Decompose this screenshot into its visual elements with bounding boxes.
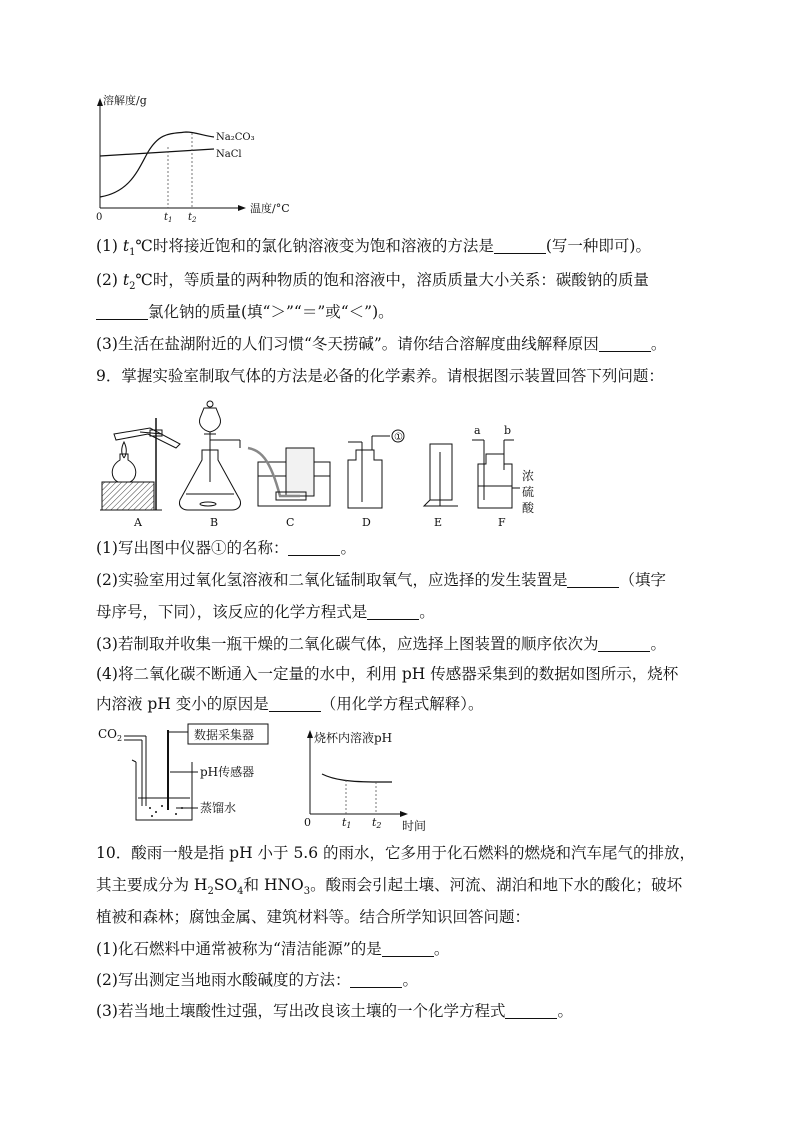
apparatus-f bbox=[472, 440, 520, 508]
port-b-label: b bbox=[504, 424, 512, 437]
q9-part4-cont: 内溶液 pH 变小的原因是 （用化学方程式解释）。 bbox=[96, 695, 484, 713]
t2-tick: $t_2$ bbox=[188, 212, 197, 224]
q10-line1: 10．酸雨一般是指 pH 小于 5.6 的雨水，它多用于化石燃料的燃烧和汽车尾气的排放， bbox=[96, 844, 696, 862]
lab-apparatus-figure bbox=[100, 396, 560, 530]
answer-blank[interactable] bbox=[599, 336, 651, 352]
apparatus-a bbox=[100, 418, 180, 510]
series-label-nacl: NaCl bbox=[216, 149, 242, 160]
y-axis-label: 烧杯内溶液pH bbox=[314, 731, 393, 745]
answer-blank[interactable] bbox=[96, 304, 148, 320]
q10-part2: (2)写出测定当地雨水酸碱度的方法： 。 bbox=[96, 971, 418, 989]
q10-line2: 其主要成分为 $H_2SO_4$和 $HNO_3$。酸雨会引起土壤、河流、湖泊和地下水的酸化；破坏 bbox=[96, 876, 683, 898]
apparatus-b bbox=[179, 401, 240, 510]
q8-part2: (2) $t_2℃$时，等质量的两种物质的饱和溶液中，溶质质量大小关系：碳酸钠的质量 bbox=[96, 271, 649, 293]
answer-blank[interactable] bbox=[288, 540, 340, 556]
origin-label: 0 bbox=[304, 816, 311, 829]
t1-tick: $t_1$ bbox=[164, 212, 173, 224]
q9-part1: (1)写出图中仪器①的名称： 。 bbox=[96, 539, 356, 557]
answer-blank[interactable] bbox=[350, 972, 402, 988]
q9-part2: (2)实验室用过氧化氢溶液和二氧化锰制取氧气，应选择的发生装置是 （填字 bbox=[96, 571, 666, 589]
ph-time-chart bbox=[298, 722, 448, 832]
acid-label-2: 硫 bbox=[522, 485, 535, 499]
acid-label-1: 浓 bbox=[522, 469, 535, 483]
distilled-water-label: 蒸馏水 bbox=[200, 801, 237, 815]
origin-label: 0 bbox=[96, 212, 103, 223]
q9-part2-cont: 母序号，下同），该反应的化学方程式是 。 bbox=[96, 603, 435, 621]
x-axis-label: 温度/°C bbox=[250, 202, 290, 215]
apparatus-c bbox=[248, 448, 330, 506]
t1-tick: t1 bbox=[342, 816, 352, 830]
answer-blank[interactable] bbox=[382, 941, 434, 957]
answer-blank[interactable] bbox=[494, 238, 546, 254]
label-d: D bbox=[362, 516, 371, 529]
apparatus-e bbox=[424, 444, 458, 506]
answer-blank[interactable] bbox=[505, 1003, 557, 1019]
co2-label: $CO_2$ bbox=[98, 727, 123, 743]
answer-blank[interactable] bbox=[598, 636, 650, 652]
port-a-label: a bbox=[474, 424, 481, 437]
label-f: F bbox=[498, 516, 506, 529]
q9-intro: 9．掌握实验室制取气体的方法是必备的化学素养。请根据图示装置回答下列问题： bbox=[96, 367, 664, 385]
label-c: C bbox=[286, 516, 295, 529]
q8-part1: (1) $t_1℃$时将接近饱和的氯化钠溶液变为饱和溶液的方法是 (写一种即可)。 bbox=[96, 237, 651, 259]
y-axis-label: 溶解度/g bbox=[103, 94, 147, 107]
q10-line3: 植被和森林；腐蚀金属、建筑材料等。结合所学知识回答问题： bbox=[96, 908, 531, 926]
label-e: E bbox=[434, 516, 443, 529]
label-a: A bbox=[134, 516, 142, 529]
q10-part3: (3)若当地土壤酸性过强，写出改良该土壤的一个化学方程式 。 bbox=[96, 1002, 573, 1020]
q9-part4: (4)将二氧化碳不断通入一定量的水中，利用 pH 传感器采集到的数据如图所示，烧杯 bbox=[96, 665, 679, 683]
acid-label-3: 酸 bbox=[522, 501, 535, 515]
label-b: B bbox=[210, 516, 219, 529]
answer-blank[interactable] bbox=[367, 604, 419, 620]
q9-part3: (3)若制取并收集一瓶干燥的二氧化碳气体，应选择上图装置的顺序依次为 。 bbox=[96, 635, 666, 653]
q10-part1: (1)化石燃料中通常被称为“清洁能源”的是 。 bbox=[96, 940, 450, 958]
ph-sensor-label: pH传感器 bbox=[200, 765, 255, 779]
x-axis-label: 时间 bbox=[402, 819, 427, 832]
answer-blank[interactable] bbox=[567, 572, 619, 588]
co2-ph-setup-figure bbox=[96, 722, 286, 828]
q8-part3: (3)生活在盐湖附近的人们习惯“冬天捞碱”。请你结合溶解度曲线解释原因 。 bbox=[96, 335, 667, 353]
series-label-na2co3: Na₂CO₃ bbox=[216, 132, 255, 143]
q8-part2-cont: 氯化钠的质量(填“＞”“＝”或“＜”)。 bbox=[96, 302, 394, 322]
solubility-chart bbox=[90, 92, 320, 227]
data-collector-label: 数据采集器 bbox=[194, 728, 255, 742]
circle-one-label: ① bbox=[394, 432, 403, 443]
answer-blank[interactable] bbox=[269, 696, 321, 712]
t2-tick: t2 bbox=[372, 816, 382, 830]
